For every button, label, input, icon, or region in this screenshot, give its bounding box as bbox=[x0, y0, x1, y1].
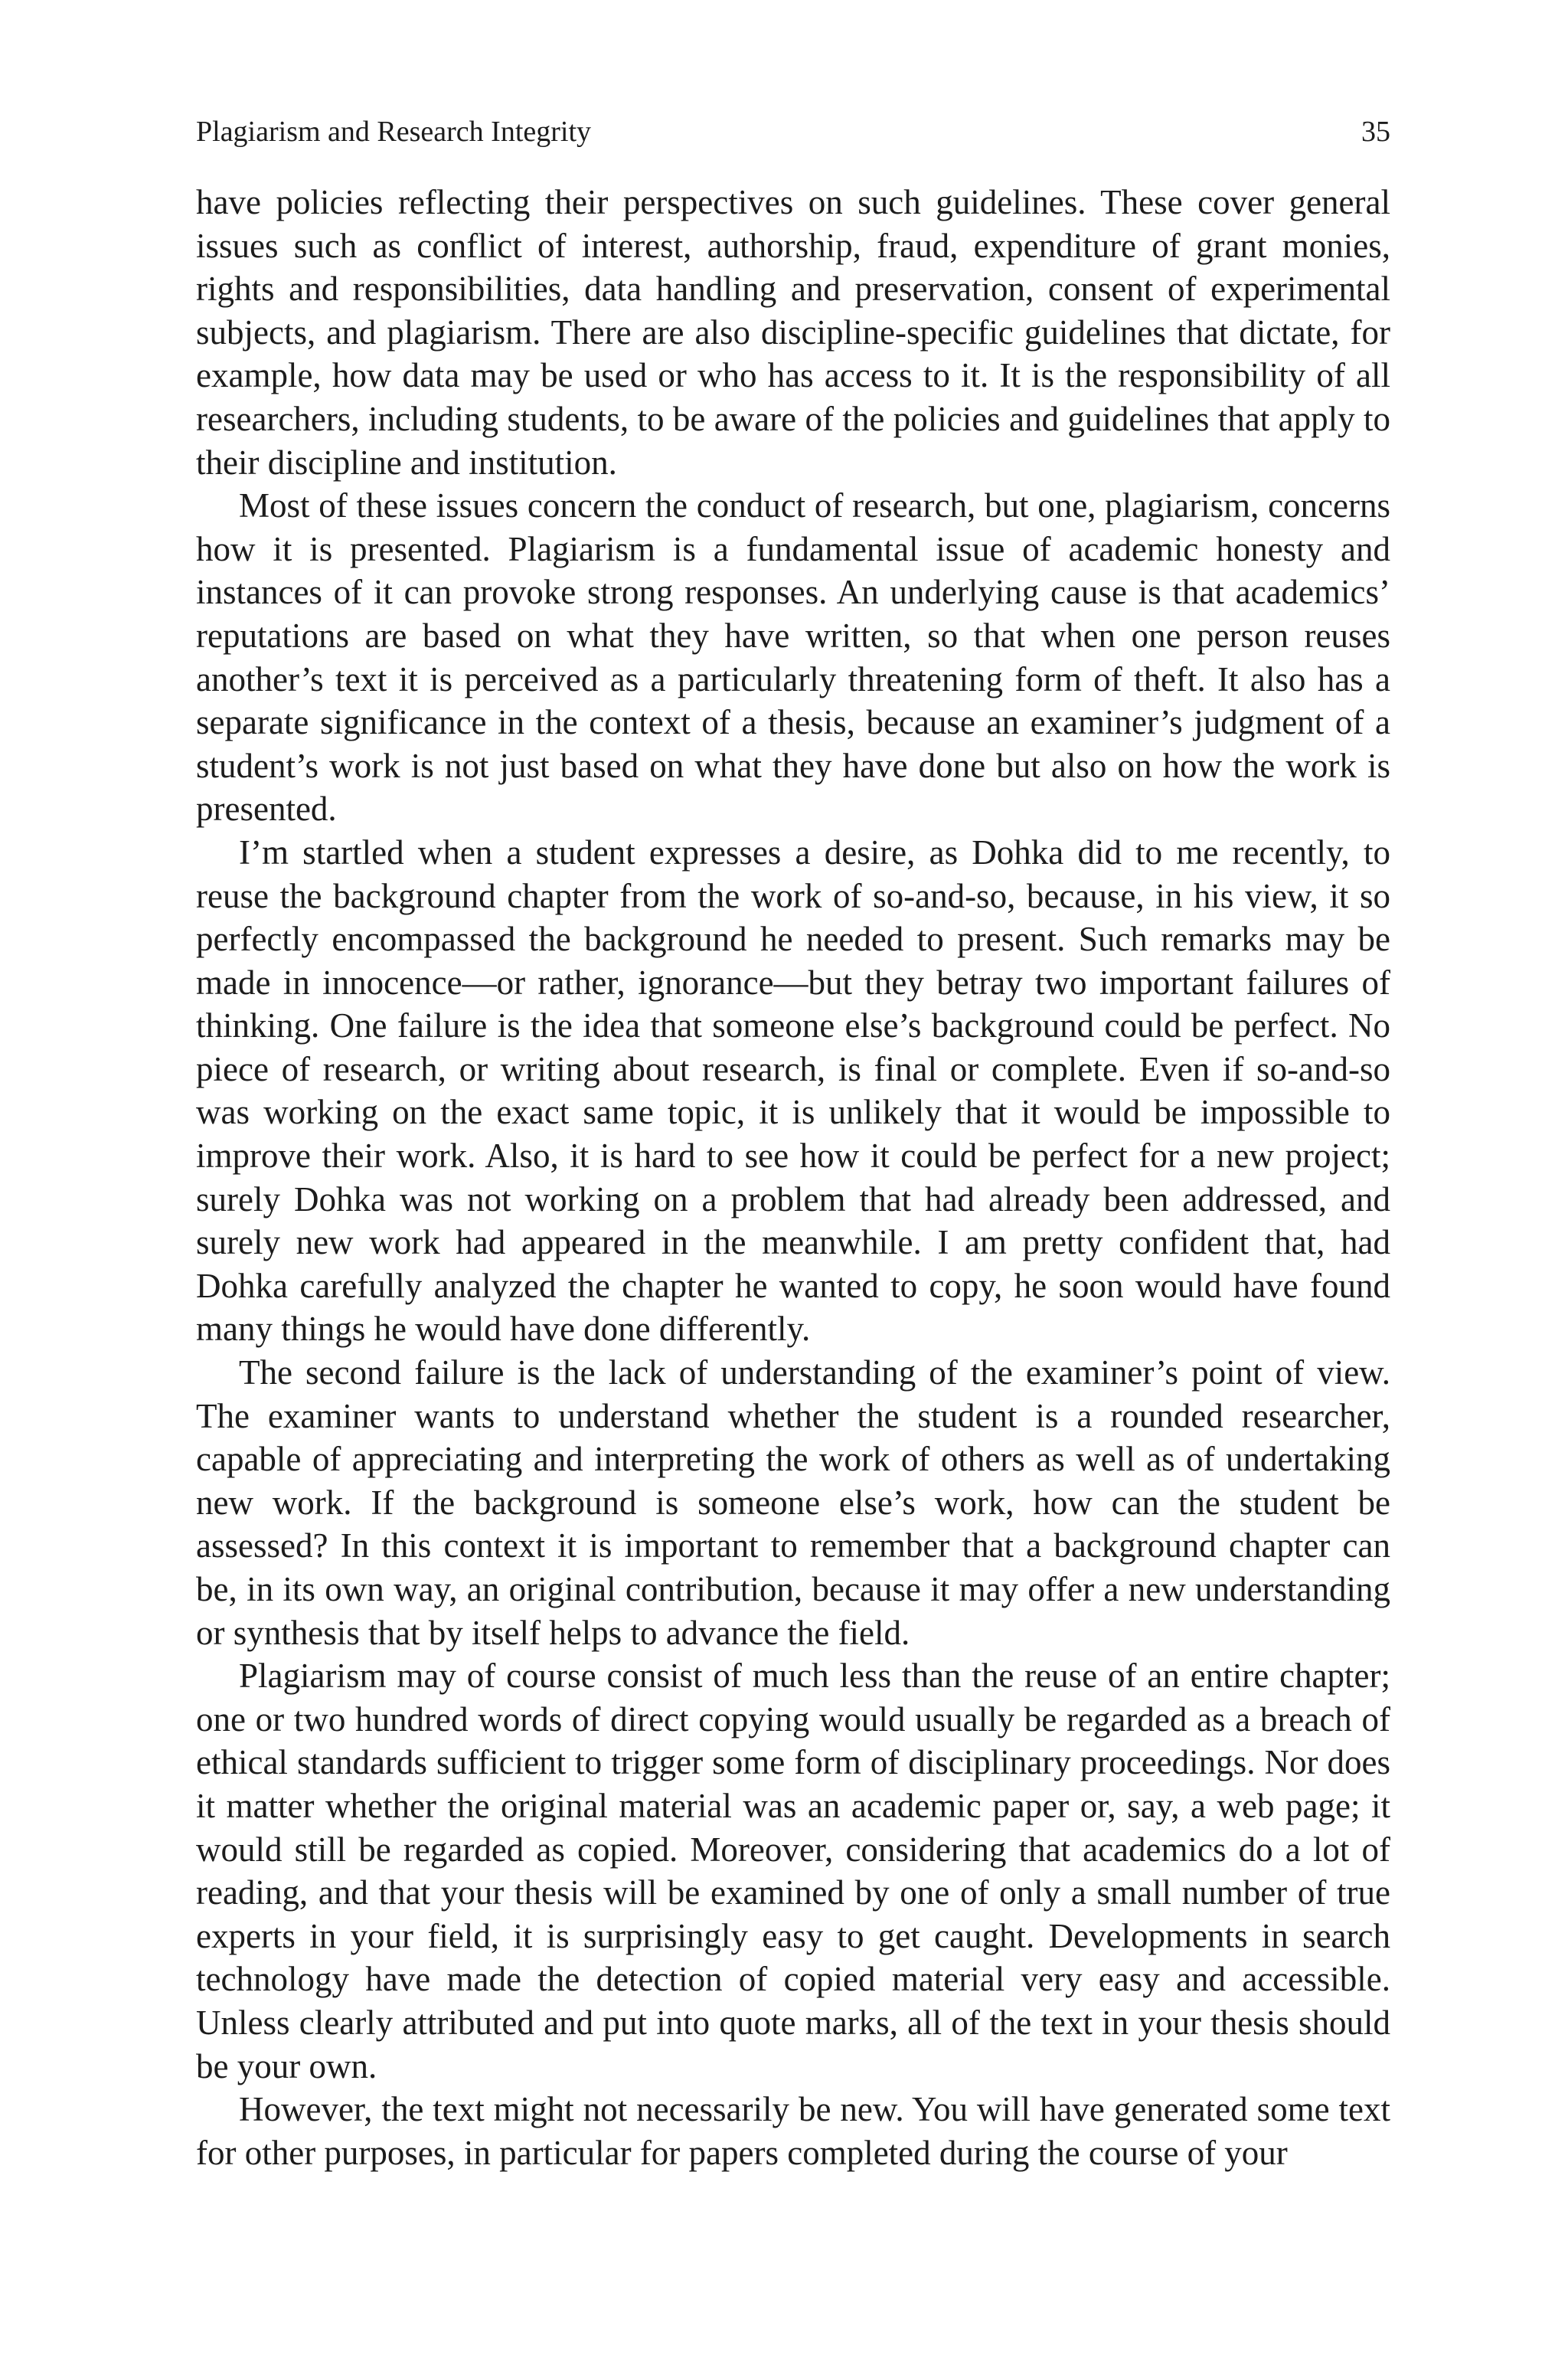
book-page bbox=[196, 115, 1390, 2174]
paragraph: have policies reflecting their perspectives on such guidelines. These cover general issues such as conflict of interest, authorship, fraud, expenditure of grant monies, rights and responsibilities, data handling and preservation, consent of experimental subjects, and plagiarism. There are also discipline-specific guidelines that dictate, for example, how data may be used or who has access to it. It is the responsibility of all researchers, including students, to be aware of the policies and guidelines that apply to their discipline and institution. bbox=[196, 183, 1390, 482]
page-number: 35 bbox=[1361, 116, 1390, 148]
paragraph: However, the text might not necessarily be new. You will have generated some text for other purposes, in particular for papers completed during the course of your bbox=[196, 2090, 1390, 2172]
paragraph: I’m startled when a student expresses a desire, as Dohka did to me recently, to reuse the background chapter from the work of so-and-so, because, in his view, it so perfectly encompassed the background he needed to present. Such remarks may be made in innocence—or rather, ignorance—but they betray two important failures of thinking. One failure is the idea that someone else’s background could be perfect. No piece of research, or writing about research, is final or complete. Even if so-and-so was working on the exact same topic, it is unlikely that it would be impossible to improve their work. Also, it is hard to see how it could be perfect for a new project; surely Dohka was not working on a problem that had already been addressed, and surely new work had appeared in the meanwhile. I am pretty confident that, had Dohka carefully analyzed the chapter he wanted to copy, he soon would have found many things he would have done differently. bbox=[196, 832, 1390, 1349]
paragraph: Most of these issues concern the conduct of research, but one, plagiarism, concerns how it is presented. Plagiarism is a fundamental issue of academic honesty and instances of it can provoke strong responses. An underlying cause is that academics’ reputations are based on what they have written, so that when one person reuses another’s text it is perceived as a particularly threatening form of theft. It also has a separate significance in the context of a thesis, because an examiner’s judgment of a student’s work is not just based on what they have done but also on how the work is presented. bbox=[196, 486, 1390, 829]
paragraph: Plagiarism may of course consist of much less than the reuse of an entire chapter; one or two hundred words of direct copying would usually be regarded as a breach of ethical standards sufficient to trigger some form of disciplinary proceedings. Nor does it matter whether the original material was an academic paper or, say, a web page; it would still be regarded as copied. Moreover, considering that academics do a lot of reading, and that your thesis will be examined by one of only a small number of true experts in your field, it is surprisingly easy to get caught. Developments in search technology have made the detection of copied material very easy and accessible. Unless clearly attributed and put into quote marks, all of the text in your thesis should be your own. bbox=[196, 1657, 1390, 2085]
running-title: Plagiarism and Research Integrity bbox=[196, 116, 592, 148]
running-header bbox=[196, 115, 1390, 149]
body-text bbox=[196, 181, 1390, 2174]
paragraph: The second failure is the lack of understanding of the examiner’s point of view. The examiner wants to understand whether the student is a rounded researcher, capable of appreciating and interpreting the work of others as well as of undertaking new work. If the background is someone else’s work, how can the student be assessed? In this context it is important to remember that a background chapter can be, in its own way, an original contribution, because it may offer a new understanding or synthesis that by itself helps to advance the field. bbox=[196, 1353, 1390, 1652]
